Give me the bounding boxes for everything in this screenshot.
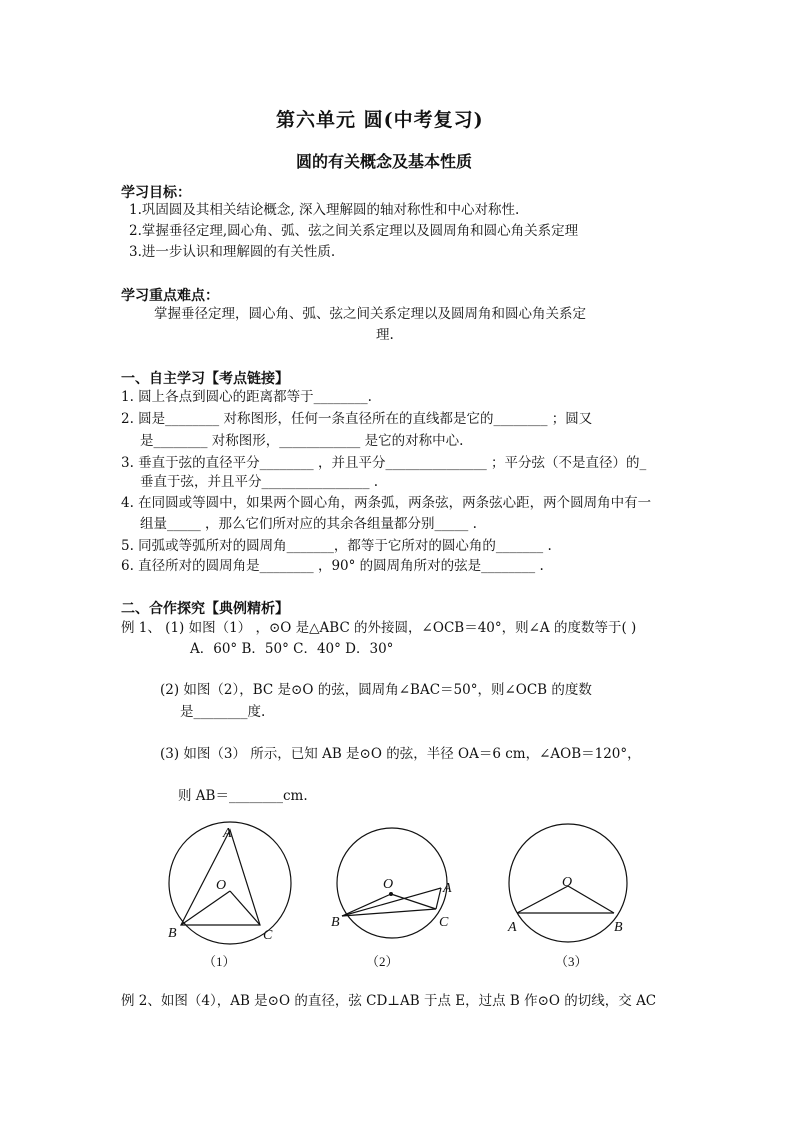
- section2-heading: 二、合作探究【典例精析】: [121, 601, 289, 617]
- figure2-center-dot: [389, 892, 393, 896]
- example1-choices: A．60° B．50° C．40° D．30°: [190, 641, 394, 657]
- keypoints-line: 理.: [376, 327, 394, 343]
- figure1-label-o: O: [216, 878, 227, 893]
- figure3-radius-ob: [568, 886, 614, 913]
- section1-heading: 一、自主学习【考点链接】: [121, 371, 289, 387]
- objective-item: 1.巩固圆及其相关结论概念, 深入理解圆的轴对称性和中心对称性.: [129, 202, 520, 218]
- figure2-label-b: B: [331, 915, 340, 930]
- example1-question2: (2) 如图（2），BC 是⊙O 的弦，圆周角∠BAC＝50°，则∠OCB 的度数: [160, 682, 592, 698]
- page-title: 第六单元 圆(中考复习): [276, 109, 484, 131]
- figure3-radius-oa: [517, 886, 568, 913]
- section1-line: 是________ 对称图形，____________ 是它的对称中心.: [140, 433, 464, 449]
- section1-line: 组量_____ ，那么它们所对应的其余各组量都分别_____ .: [140, 516, 477, 532]
- section1-line: 1. 圆上各点到圆心的距离都等于________.: [121, 389, 372, 405]
- example1-question1: 例 1、 (1) 如图（1） ，⊙O 是△ABC 的外接圆，∠OCB＝40°，则∠A 的度数等于( ): [121, 620, 637, 636]
- figure1-radius-oc: [230, 891, 260, 925]
- figure2-label-c: C: [439, 915, 449, 930]
- section1-line: 3. 垂直于弦的直径平分________ ，并且平分_______________ ；平分弦（不是直径）的_: [121, 455, 647, 471]
- section1-line: 垂直于弦，并且平分________________ .: [140, 474, 379, 490]
- section1-line: 5. 同弧或等弧所对的圆周角_______，都等于它所对的圆心角的_______ .: [121, 538, 552, 554]
- section1-line: 6. 直径所对的圆周角是________ ，90° 的圆周角所对的弦是________ .: [121, 558, 544, 574]
- figure2-caption: （2）: [366, 954, 399, 969]
- figure1-radius-ob: [181, 891, 230, 925]
- figure2-label-a: A: [443, 881, 452, 896]
- figure3-label-o: O: [562, 875, 573, 890]
- example2-question: 例 2、如图（4），AB 是⊙O 的直径，弦 CD⊥AB 于点 E，过点 B 作⊙O 的切线，交 AC: [121, 993, 657, 1009]
- example1-question3-cont: 则 AB＝________cm.: [178, 788, 308, 804]
- figure2-label-o: O: [383, 877, 394, 892]
- keypoints-line: 掌握垂径定理，圆心角、弧、弦之间关系定理以及圆周角和圆心角关系定: [154, 306, 586, 322]
- figure2-chord-ca: [436, 888, 441, 909]
- figure1-label-b: B: [168, 926, 177, 941]
- section1-line: 2. 圆是________ 对称图形，任何一条直径所在的直线都是它的________ ；圆又: [121, 411, 593, 427]
- objectives-heading: 学习目标：: [121, 185, 191, 201]
- figure3-label-b: B: [614, 920, 623, 935]
- figure1-label-c: C: [263, 928, 273, 943]
- figure1-caption: （1）: [203, 954, 236, 969]
- page-subtitle: 圆的有关概念及基本性质: [296, 152, 473, 171]
- keypoints-heading: 学习重点难点：: [121, 288, 219, 304]
- objective-item: 2.掌握垂径定理,圆心角、弧、弦之间关系定理以及圆周角和圆心角关系定理: [129, 223, 579, 239]
- section1-line: 4. 在同圆或等圆中，如果两个圆心角，两条弧，两条弦，两条弦心距，两个圆周角中有一: [121, 495, 652, 511]
- example1-question3: (3) 如图（3） 所示，已知 AB 是⊙O 的弦，半径 OA＝6 cm，∠AOB＝120°，: [160, 746, 641, 762]
- figure1-label-a: A: [223, 826, 232, 841]
- objective-item: 3.进一步认识和理解圆的有关性质.: [129, 244, 336, 260]
- figure3-caption: （3）: [555, 954, 588, 969]
- figure3-label-a: A: [508, 920, 517, 935]
- example1-question2-cont: 是________度.: [180, 704, 266, 720]
